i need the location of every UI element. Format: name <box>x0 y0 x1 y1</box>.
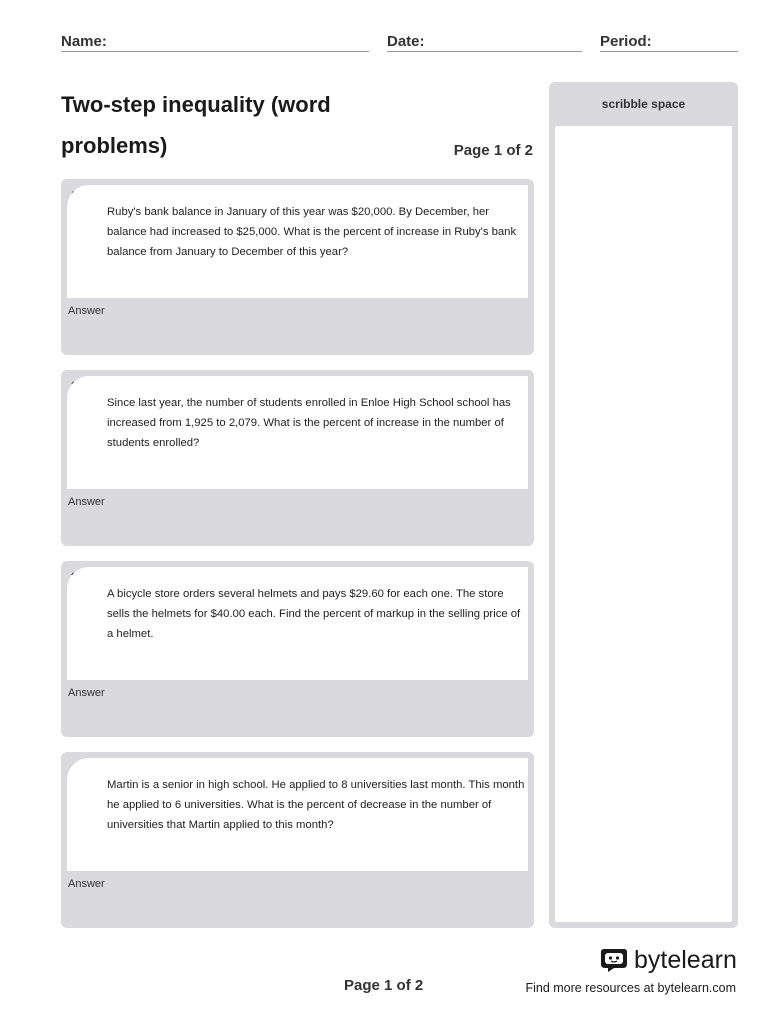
period-line[interactable] <box>600 51 738 52</box>
worksheet-title: Two-step inequality (word problems) <box>61 92 331 158</box>
question-text: Martin is a senior in high school. He applied to 8 universities last month. This month he applied to 6 universities. What is the percent of decrease in the number of universities that Martin applied to this month? <box>107 779 525 831</box>
answer-label[interactable]: Answer <box>68 496 105 508</box>
question-card-3 <box>61 561 534 737</box>
resources-link[interactable]: Find more resources at bytelearn.com <box>525 981 736 995</box>
question-card-2 <box>61 370 534 546</box>
question-text: Ruby's bank balance in January of this year was $20,000. By December, her balance had increased to $25,000. What is the percent of increase in Ruby's bank balance from January to December of this year? <box>107 206 517 258</box>
name-line[interactable] <box>61 51 369 52</box>
date-line[interactable] <box>387 51 582 52</box>
question-box <box>67 567 528 680</box>
page-indicator-bottom: Page 1 of 2 <box>344 977 424 994</box>
question-box <box>67 758 528 871</box>
scribble-area[interactable] <box>555 126 732 922</box>
page-indicator-top: Page 1 of 2 <box>453 142 533 159</box>
answer-label[interactable]: Answer <box>68 878 105 890</box>
question-box <box>67 376 528 489</box>
scribble-label: scribble space <box>601 97 686 111</box>
question-text: Since last year, the number of students enrolled in Enloe High School school has increased from 1,925 to 2,079. What is the percent of increase in the number of students enrolled? <box>107 397 511 449</box>
answer-label[interactable]: Answer <box>68 687 105 699</box>
question-text: A bicycle store orders several helmets and pays $29.60 for each one. The store sells the helmets for $40.00 each. Find the percent of markup in the selling price of a helmet. <box>107 588 521 640</box>
period-label: Period: <box>600 33 652 50</box>
question-box <box>67 185 528 298</box>
date-label: Date: <box>387 33 425 50</box>
bytelearn-logo[interactable] <box>600 945 737 975</box>
question-card-4 <box>61 752 534 928</box>
name-label: Name: <box>61 33 107 50</box>
question-card-1 <box>61 179 534 355</box>
logo-text: bytelearn <box>634 946 737 974</box>
answer-label[interactable]: Answer <box>68 305 105 317</box>
scribble-panel <box>549 82 738 928</box>
bytelearn-logo-icon <box>600 947 628 973</box>
